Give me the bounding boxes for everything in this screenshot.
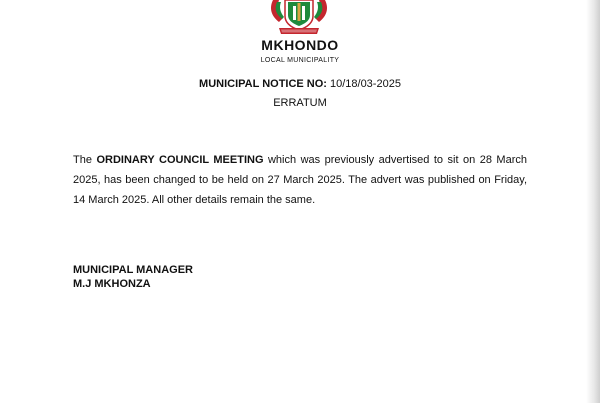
page-edge-shadow [586, 0, 600, 403]
notice-body [73, 150, 527, 210]
meeting-name: ORDINARY COUNCIL MEETING [96, 154, 264, 166]
signatory-title: MUNICIPAL MANAGER [73, 264, 193, 276]
signatory-name: M.J MKHONZA [73, 278, 151, 290]
municipal-crest-logo [265, 0, 333, 36]
notice-number-line [0, 78, 600, 90]
notice-heading: ERRATUM [273, 97, 327, 109]
notice-label: MUNICIPAL NOTICE NO: [199, 78, 327, 90]
body-text: which was previously advertised to sit on 28 March 2025, has been changed to be held on 27 March 2025. The advert was published on Friday, 14 March 2025. All other details remain the same. [73, 154, 527, 206]
notice-number: 10/18/03-2025 [329, 78, 401, 90]
organization-name: MKHONDO [261, 37, 339, 53]
body-lead: The [73, 154, 92, 166]
organization-subtitle: LOCAL MUNICIPALITY [260, 57, 340, 64]
